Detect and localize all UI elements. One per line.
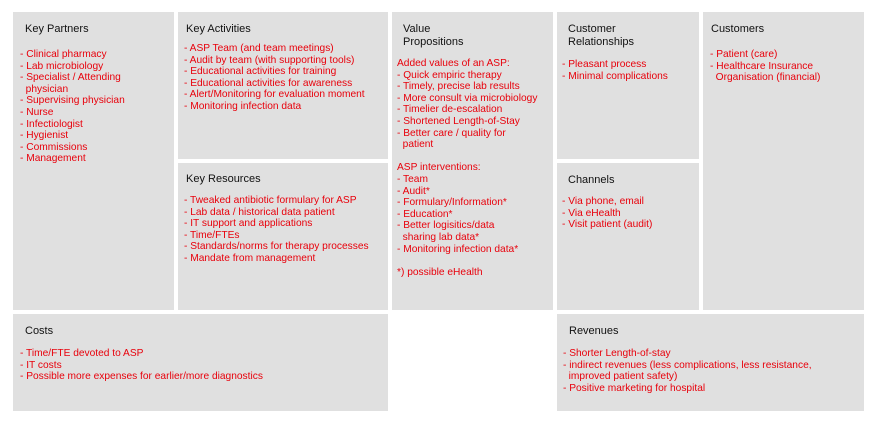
list-item: Added values of an ASP: (397, 58, 510, 69)
customers-list (710, 49, 820, 84)
key-partners-list (20, 49, 125, 165)
customers-title: Customers (711, 23, 765, 35)
list-item: sharing lab data* (397, 231, 480, 243)
list-item: - Positive marketing for hospital (563, 382, 706, 394)
list-item: - indirect revenues (less complications, less resistance, (563, 359, 812, 371)
list-item: - IT costs (20, 359, 62, 371)
costs-block (13, 314, 388, 411)
key-partners-title: Key Partners (25, 23, 89, 35)
list-item: ASP interventions: (397, 162, 481, 174)
value-propositions-block (392, 12, 553, 310)
value-propositions-list (397, 58, 537, 278)
costs-list (20, 348, 263, 383)
list-item: - Formulary/Information* (397, 197, 507, 209)
value-propositions-title-line2: Propositions (403, 36, 464, 48)
costs-title: Costs (25, 325, 54, 337)
list-item: - Nurse (20, 106, 54, 118)
key-activities-block (178, 12, 388, 159)
list-item: - ASP Team (and team meetings) (184, 43, 334, 54)
revenues-title: Revenues (569, 325, 619, 337)
list-item: - Shorter Length-of-stay (563, 348, 671, 359)
list-item: physician (20, 83, 69, 95)
list-item: - Shortened Length-of-Stay (397, 115, 520, 127)
list-item: - Audit by team (with supporting tools) (184, 54, 355, 66)
list-item (397, 255, 537, 267)
list-item: - Infectiologist (20, 118, 83, 130)
key-partners-block (13, 12, 174, 310)
list-item: - Minimal complications (562, 70, 668, 82)
list-item: - Monitoring infection data* (397, 243, 519, 255)
list-item: - Clinical pharmacy (20, 49, 107, 60)
list-item: - Supervising physician (20, 95, 125, 107)
customer-relationships-block (557, 12, 699, 159)
list-item: - Via phone, email (562, 196, 644, 207)
revenues-block (557, 314, 864, 411)
revenues-list (563, 348, 812, 394)
list-item: - Timely, precise lab results (397, 81, 520, 93)
list-item: - Audit* (397, 185, 430, 197)
list-item: - Educational activities for awareness (184, 77, 353, 89)
key-resources-title: Key Resources (186, 173, 261, 185)
list-item: - Better logisitics/data (397, 220, 495, 232)
channels-title: Channels (568, 174, 615, 186)
list-item: - Educational activities for training (184, 66, 337, 78)
list-item: improved patient safety) (563, 371, 678, 383)
list-item: - Healthcare Insurance (710, 60, 814, 72)
customer-relationships-title-line1: Customer (568, 23, 616, 35)
list-item: - Commissions (20, 141, 88, 153)
list-item: - IT support and applications (184, 218, 313, 230)
customer-relationships-list (562, 59, 668, 82)
list-item: - Lab data / historical data patient (184, 206, 335, 218)
key-activities-title: Key Activities (186, 23, 251, 35)
list-item: - Better care / quality for (397, 127, 506, 139)
list-item: - Visit patient (audit) (562, 219, 653, 231)
list-item: - Education* (397, 208, 453, 220)
list-item: - Monitoring infection data (184, 100, 302, 112)
list-item: - Mandate from management (184, 252, 316, 264)
list-item: - Lab microbiology (20, 60, 104, 72)
value-propositions-title-line1: Value (403, 23, 431, 35)
list-item: - Hygienist (20, 130, 69, 142)
list-item: - More consult via microbiology (397, 92, 538, 104)
list-item: - Time/FTE devoted to ASP (20, 348, 144, 359)
list-item: - Possible more expenses for earlier/more diagnostics (20, 371, 263, 383)
list-item: - Management (20, 153, 86, 165)
list-item: - Timelier de-escalation (397, 104, 503, 116)
key-resources-list (184, 195, 369, 265)
key-resources-block (178, 163, 388, 310)
list-item: - Team (397, 173, 428, 185)
customer-relationships-title-line2: Relationships (568, 36, 635, 48)
list-item: - Standards/norms for therapy processes (184, 241, 369, 253)
list-item: - Tweaked antibiotic formulary for ASP (184, 195, 357, 206)
list-item: - Specialist / Attending (20, 72, 121, 84)
channels-list (562, 196, 652, 231)
list-item: - Pleasant process (562, 59, 647, 70)
list-item (397, 151, 537, 163)
list-item: - Patient (care) (710, 49, 778, 60)
list-item: *) possible eHealth (397, 266, 483, 278)
list-item: - Alert/Monitoring for evaluation moment (184, 89, 365, 101)
key-activities-list (184, 43, 365, 113)
list-item: patient (397, 139, 434, 151)
channels-block (557, 163, 699, 310)
list-item: - Quick empiric therapy (397, 69, 502, 81)
list-item: - Time/FTEs (184, 229, 240, 241)
list-item: Organisation (financial) (710, 72, 821, 84)
customers-block (703, 12, 864, 310)
list-item: - Via eHealth (562, 207, 621, 219)
